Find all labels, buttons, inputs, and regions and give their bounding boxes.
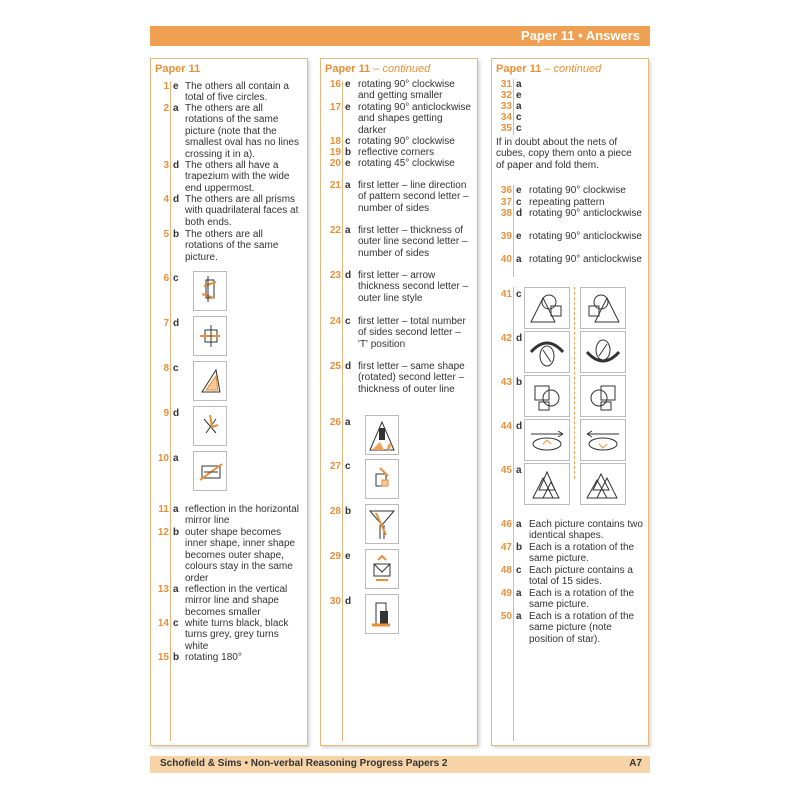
column-title-suffix: – continued bbox=[373, 63, 431, 75]
answer-explanation: Each is a rotation of the same picture (note position of star). bbox=[529, 611, 635, 645]
answer-letter: e bbox=[516, 231, 522, 242]
question-number: 41 bbox=[500, 289, 512, 300]
answer-letter: c bbox=[516, 289, 522, 300]
answer-letter: d bbox=[516, 333, 523, 344]
column-title: Paper 11 bbox=[155, 63, 201, 75]
answer-explanation: reflection in the horizontal mirror line bbox=[185, 504, 299, 527]
answer-letter: e bbox=[345, 551, 351, 562]
answer-picture-41-left bbox=[524, 287, 570, 329]
nets-tip-note: If in doubt about the nets of cubes, copy them onto a piece of paper and fold them. bbox=[496, 137, 632, 171]
question-number: 29 bbox=[329, 551, 341, 562]
answers-column-3 bbox=[491, 58, 649, 746]
question-number: 5 bbox=[163, 229, 169, 240]
answer-explanation: Each is a rotation of the same picture. bbox=[529, 542, 635, 565]
question-number: 44 bbox=[500, 421, 512, 432]
answer-letter: d bbox=[173, 318, 180, 329]
column-title-main: Paper 11 bbox=[496, 63, 542, 75]
answer-letter: a bbox=[516, 79, 522, 90]
answer-picture-42-left bbox=[524, 331, 570, 373]
answer-letter: c bbox=[345, 316, 351, 327]
question-number: 36 bbox=[500, 185, 512, 196]
answer-explanation: Each is a rotation of the same picture. bbox=[529, 588, 635, 611]
question-number: 15 bbox=[157, 652, 169, 663]
answer-explanation: rotating 90° anticlockwise and shapes getting darker bbox=[358, 102, 471, 136]
question-number: 32 bbox=[500, 90, 512, 101]
question-number: 17 bbox=[329, 102, 341, 113]
answer-explanation: The others are all rotations of the same picture (note that the smallest oval has no lines crossing it in a). bbox=[185, 103, 299, 160]
question-number: 34 bbox=[500, 112, 512, 123]
footer-publisher: Schofield & Sims • Non-verbal Reasoning Progress Papers 2 bbox=[160, 758, 448, 769]
question-number: 30 bbox=[329, 596, 341, 607]
answer-picture-9 bbox=[193, 406, 227, 446]
answer-explanation: reflective corners bbox=[358, 147, 435, 158]
answer-explanation: rotating 90° anticlockwise bbox=[529, 254, 642, 265]
column-title bbox=[325, 63, 430, 75]
column-divider-line bbox=[170, 81, 171, 741]
answer-picture-42-right bbox=[580, 331, 626, 373]
answer-picture-7 bbox=[193, 316, 227, 356]
column-divider-line bbox=[513, 79, 514, 135]
answer-letter: b bbox=[345, 147, 352, 158]
answer-explanation: repeating pattern bbox=[529, 197, 605, 208]
answers-column-2 bbox=[320, 58, 478, 746]
answer-letter: b bbox=[516, 377, 523, 388]
answer-letter: c bbox=[516, 565, 522, 576]
answer-letter: e bbox=[516, 185, 522, 196]
question-number: 45 bbox=[500, 465, 512, 476]
answer-picture-10 bbox=[193, 451, 227, 491]
question-number: 26 bbox=[329, 417, 341, 428]
column-title bbox=[496, 63, 601, 75]
question-number: 48 bbox=[500, 565, 512, 576]
answer-letter: b bbox=[173, 527, 180, 538]
answer-letter: d bbox=[345, 361, 352, 372]
page-number: A7 bbox=[629, 758, 642, 769]
question-number: 27 bbox=[329, 461, 341, 472]
answer-letter: d bbox=[345, 270, 352, 281]
column-divider-line bbox=[513, 287, 514, 741]
answer-letter: a bbox=[173, 103, 179, 114]
answer-explanation: rotating 90° anticlockwise bbox=[529, 231, 642, 242]
answer-letter: c bbox=[516, 197, 522, 208]
answer-explanation: first letter – total number of sides second letter – 'T' position bbox=[358, 316, 466, 350]
answer-picture-28 bbox=[365, 504, 399, 544]
answer-explanation: rotating 90° clockwise and getting smaller bbox=[358, 79, 455, 102]
question-number: 35 bbox=[500, 123, 512, 134]
column-title-suffix: – continued bbox=[544, 63, 602, 75]
question-number: 43 bbox=[500, 377, 512, 388]
answer-letter: e bbox=[345, 158, 351, 169]
answer-picture-43-left bbox=[524, 375, 570, 417]
answer-letter: a bbox=[516, 101, 522, 112]
answer-letter: c bbox=[345, 461, 351, 472]
question-number: 6 bbox=[163, 273, 169, 284]
question-number: 23 bbox=[329, 270, 341, 281]
answer-letter: d bbox=[173, 408, 180, 419]
question-number: 14 bbox=[157, 618, 169, 629]
answer-letter: c bbox=[173, 618, 179, 629]
column-divider-line bbox=[342, 81, 343, 741]
question-number: 37 bbox=[500, 197, 512, 208]
answer-explanation: The others are all rotations of the same picture. bbox=[185, 229, 279, 263]
answer-letter: d bbox=[345, 596, 352, 607]
answer-picture-30 bbox=[365, 594, 399, 634]
answer-letter: b bbox=[173, 652, 180, 663]
answer-picture-44-left bbox=[524, 419, 570, 461]
question-number: 40 bbox=[500, 254, 512, 265]
answer-letter: a bbox=[516, 611, 522, 622]
question-number: 1 bbox=[163, 81, 169, 92]
answer-letter: a bbox=[345, 180, 351, 191]
answer-explanation: reflection in the vertical mirror line and shape becomes smaller bbox=[185, 584, 288, 618]
header-bar bbox=[150, 26, 650, 46]
answer-explanation: first letter – thickness of outer line second letter – number of sides bbox=[358, 225, 468, 259]
answer-explanation: rotating 180° bbox=[185, 652, 242, 663]
answer-letter: a bbox=[173, 504, 179, 515]
answer-explanation: first letter – same shape (rotated) second letter – thickness of outer line bbox=[358, 361, 465, 395]
question-number: 11 bbox=[158, 504, 169, 515]
question-number: 18 bbox=[329, 136, 341, 147]
answer-explanation: rotating 45° clockwise bbox=[358, 158, 455, 169]
answer-letter: a bbox=[173, 584, 179, 595]
answer-letter: a bbox=[345, 417, 351, 428]
answer-explanation: first letter – arrow thickness second letter – outer line style bbox=[358, 270, 469, 304]
answer-letter: e bbox=[345, 79, 351, 90]
column-divider-line bbox=[513, 185, 514, 277]
question-number: 3 bbox=[163, 160, 169, 171]
answer-letter: d bbox=[516, 421, 523, 432]
answer-letter: d bbox=[516, 208, 523, 219]
answer-letter: a bbox=[516, 519, 522, 530]
answer-letter: a bbox=[516, 588, 522, 599]
answer-explanation: The others are all prisms with quadrilateral faces at both ends. bbox=[185, 194, 299, 228]
answer-letter: b bbox=[345, 506, 352, 517]
answer-picture-27 bbox=[365, 459, 399, 499]
question-number: 49 bbox=[500, 588, 512, 599]
answer-picture-8 bbox=[193, 361, 227, 401]
question-number: 7 bbox=[163, 318, 169, 329]
answer-picture-6 bbox=[193, 271, 227, 311]
question-number: 21 bbox=[329, 180, 341, 191]
question-number: 25 bbox=[329, 361, 341, 372]
question-number: 16 bbox=[329, 79, 341, 90]
page-header-title: Paper 11 • Answers bbox=[521, 28, 640, 43]
question-number: 28 bbox=[329, 506, 341, 517]
answer-explanation: white turns black, black turns grey, grey turns white bbox=[185, 618, 289, 652]
answer-explanation: outer shape becomes inner shape, inner shape becomes outer shape, colours stay in the same order bbox=[185, 527, 296, 584]
answer-explanation: Each picture contains two identical shapes. bbox=[529, 519, 643, 542]
question-number: 31 bbox=[500, 79, 512, 90]
question-number: 10 bbox=[157, 453, 169, 464]
answer-letter: c bbox=[516, 112, 522, 123]
answer-explanation: rotating 90° clockwise bbox=[358, 136, 455, 147]
answer-letter: d bbox=[173, 160, 180, 171]
question-number: 39 bbox=[500, 231, 512, 242]
answer-letter: a bbox=[173, 453, 179, 464]
question-number: 9 bbox=[163, 408, 169, 419]
answer-letter: c bbox=[516, 123, 522, 134]
question-number: 19 bbox=[329, 147, 341, 158]
question-number: 38 bbox=[500, 208, 512, 219]
answer-letter: e bbox=[516, 90, 522, 101]
answer-letter: a bbox=[516, 465, 522, 476]
question-number: 12 bbox=[157, 527, 169, 538]
answer-letter: a bbox=[516, 254, 522, 265]
answer-picture-26 bbox=[365, 415, 399, 455]
question-number: 8 bbox=[163, 363, 169, 374]
answer-letter: c bbox=[173, 363, 179, 374]
answer-explanation: The others all have a trapezium with the wide end uppermost. bbox=[185, 160, 290, 194]
question-number: 4 bbox=[163, 194, 169, 205]
answers-column-1 bbox=[150, 58, 308, 746]
answer-letter: d bbox=[173, 194, 180, 205]
answer-picture-44-right bbox=[580, 419, 626, 461]
column-title-main: Paper 11 bbox=[325, 63, 371, 75]
answer-picture-45-left bbox=[524, 463, 570, 505]
footer-bar bbox=[150, 756, 650, 773]
answer-letter: b bbox=[173, 229, 180, 240]
question-number: 24 bbox=[329, 316, 341, 327]
question-number: 13 bbox=[157, 584, 169, 595]
question-number: 20 bbox=[329, 158, 341, 169]
dashed-separator bbox=[574, 287, 575, 479]
answer-explanation: rotating 90° anticlockwise bbox=[529, 208, 642, 219]
question-number: 42 bbox=[500, 333, 512, 344]
question-number: 47 bbox=[500, 542, 512, 553]
answer-picture-29 bbox=[365, 549, 399, 589]
question-number: 33 bbox=[500, 101, 512, 112]
answer-letter: c bbox=[345, 136, 351, 147]
answer-explanation: first letter – line direction of pattern second letter – number of sides bbox=[358, 180, 469, 214]
answer-explanation: Each picture contains a total of 15 sides. bbox=[529, 565, 633, 588]
question-number: 2 bbox=[163, 103, 169, 114]
question-number: 46 bbox=[500, 519, 512, 530]
answer-letter: b bbox=[516, 542, 523, 553]
answer-letter: e bbox=[345, 102, 351, 113]
answer-picture-45-right bbox=[580, 463, 626, 505]
answer-explanation: The others all contain a total of five circles. bbox=[185, 81, 289, 104]
answer-letter: e bbox=[173, 81, 179, 92]
answer-picture-43-right bbox=[580, 375, 626, 417]
question-number: 50 bbox=[500, 611, 512, 622]
answer-picture-41-right bbox=[580, 287, 626, 329]
question-number: 22 bbox=[329, 225, 341, 236]
answer-explanation: rotating 90° clockwise bbox=[529, 185, 626, 196]
answer-letter: a bbox=[345, 225, 351, 236]
answer-letter: c bbox=[173, 273, 179, 284]
